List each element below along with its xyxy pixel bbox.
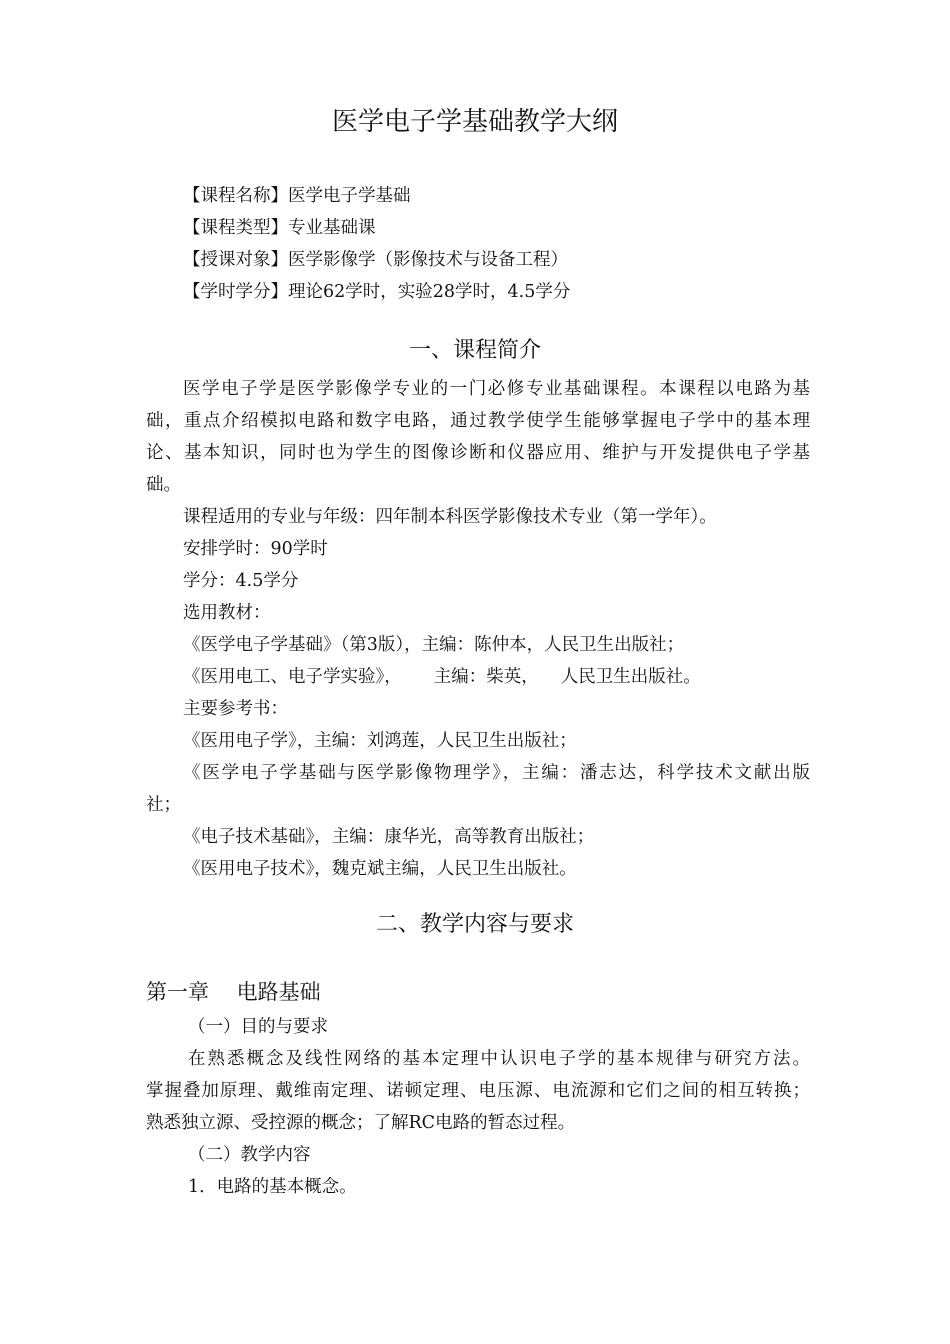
ref-3: 《电子技术基础》，主编：康华光，高等教育出版社；	[183, 827, 595, 847]
intro-line-4: 础。	[146, 475, 181, 495]
meta-value: 理论62学时，实验28学时，4.5学分	[288, 282, 571, 302]
textbook-1: 《医学电子学基础》（第3版），主编：陈仲本，人民卫生出版社；	[183, 635, 685, 655]
document-title: 医学电子学基础教学大纲	[331, 107, 618, 137]
intro-line-1: 医学电子学是医学影像学专业的一门必修专业基础课程。本课程以电路为基	[183, 379, 810, 399]
meta-value: 专业基础课	[288, 218, 376, 238]
ref-2-line-2: 社；	[146, 795, 181, 815]
requirements-line-1: 在熟悉概念及线性网络的基本定理中认识电子学的基本规律与研究方法。	[188, 1049, 810, 1069]
section-heading-intro: 一、课程简介	[408, 338, 541, 363]
credits: 学分：4.5学分	[183, 571, 299, 591]
chapter-heading: 第一章 电路基础	[146, 980, 321, 1004]
applicable-major: 课程适用的专业与年级：四年制本科医学影像技术专业（第一学年）。	[183, 507, 717, 527]
meta-key: 【学时学分】	[183, 282, 288, 302]
intro-line-2: 础，重点介绍模拟电路和数字电路，通过教学使学生能够掌握电子学中的基本理	[146, 411, 810, 431]
meta-course-type	[183, 216, 376, 240]
textbook-label: 选用教材：	[183, 603, 271, 623]
ref-1: 《医用电子学》，主编：刘鸿莲，人民卫生出版社；	[183, 731, 577, 751]
requirements-line-3: 熟悉独立源、受控源的概念；了解RC电路的暂态过程。	[146, 1113, 576, 1133]
requirements-line-2: 掌握叠加原理、戴维南定理、诺顿定理、电压源、电流源和它们之间的相互转换；	[146, 1081, 810, 1101]
ref-4: 《医用电子技术》，魏克斌主编，人民卫生出版社。	[183, 859, 577, 879]
meta-audience	[183, 248, 568, 272]
textbook-2-publisher: 人民卫生出版社。	[560, 667, 701, 687]
meta-value: 医学电子学基础	[288, 186, 411, 206]
meta-key: 【课程名称】	[183, 186, 288, 206]
refs-label: 主要参考书：	[183, 699, 288, 719]
meta-course-name	[183, 184, 411, 208]
subheading-content: （二）教学内容	[188, 1145, 311, 1165]
intro-line-3: 论、基本知识，同时也为学生的图像诊断和仪器应用、维护与开发提供电子学基	[146, 443, 810, 463]
ref-2-line-1: 《医学电子学基础与医学影像物理学》，主编：潘志达，科学技术文献出版	[183, 763, 810, 783]
subheading-objectives: （一）目的与要求	[188, 1017, 328, 1037]
section-heading-content: 二、教学内容与要求	[375, 912, 574, 937]
textbook-2-editor: 主编：柴英，	[433, 667, 539, 687]
meta-key: 【授课对象】	[183, 250, 288, 270]
meta-value: 医学影像学（影像技术与设备工程）	[288, 250, 568, 270]
meta-hours-credits	[183, 280, 570, 304]
scheduled-hours: 安排学时：90学时	[183, 539, 328, 559]
meta-key: 【课程类型】	[183, 218, 288, 238]
textbook-2-title: 《医用电工、电子学实验》，	[183, 667, 402, 687]
textbook-2	[183, 665, 701, 689]
content-item-1: 1．电路的基本概念。	[188, 1177, 357, 1197]
